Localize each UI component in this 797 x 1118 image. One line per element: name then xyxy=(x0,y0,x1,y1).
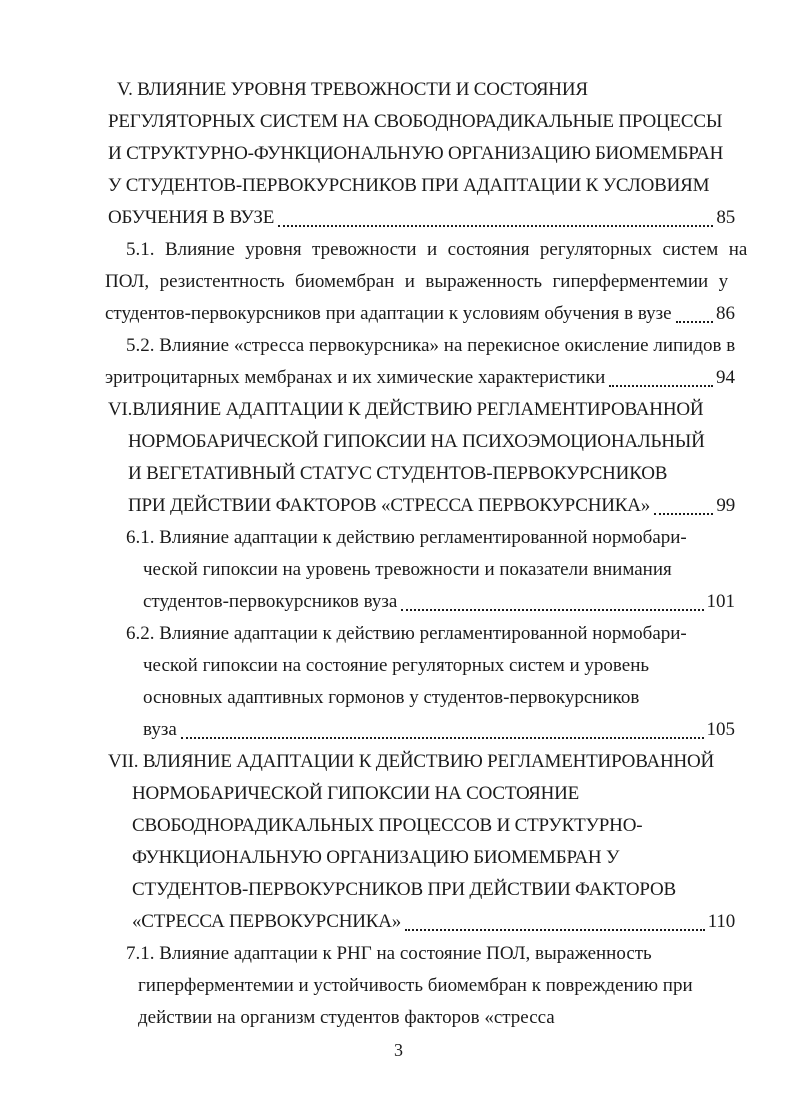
leader-dots xyxy=(405,929,705,931)
toc-chapter-line: VI.ВЛИЯНИЕ АДАПТАЦИИ К ДЕЙСТВИЮ РЕГЛАМЕНТИРОВАННОЙ xyxy=(108,399,704,420)
toc-subsection-line: 7.1. Влияние адаптации к РНГ на состояние ПОЛ, выраженность xyxy=(126,943,652,964)
toc-chapter-line xyxy=(105,906,735,938)
toc-page-number: 101 xyxy=(706,591,735,612)
toc-subsection-line: ПОЛ, резистентность биомембран и выраженность гиперферментемии у xyxy=(105,271,729,292)
toc-chapter-line xyxy=(105,202,735,234)
toc-subsection-line: ческой гипоксии на уровень тревожности и показатели внимания xyxy=(143,559,672,580)
toc-chapter-line: V. ВЛИЯНИЕ УРОВНЯ ТРЕВОЖНОСТИ И СОСТОЯНИЯ xyxy=(117,79,588,100)
toc-line-text: эритроцитарных мембранах и их химические характеристики xyxy=(105,367,606,388)
toc-chapter-line: У СТУДЕНТОВ-ПЕРВОКУРСНИКОВ ПРИ АДАПТАЦИИ К УСЛОВИЯМ xyxy=(108,175,710,196)
toc-page-number: 105 xyxy=(706,719,735,740)
toc-chapter-line: VII. ВЛИЯНИЕ АДАПТАЦИИ К ДЕЙСТВИЮ РЕГЛАМЕНТИРОВАННОЙ xyxy=(108,751,715,772)
toc-line-text: студентов-первокурсников при адаптации к условиям обучения в вузе xyxy=(105,303,672,324)
page-footer-number: 3 xyxy=(394,1040,403,1060)
toc-line-text: ОБУЧЕНИЯ В ВУЗЕ xyxy=(108,207,275,228)
toc-page-number: 94 xyxy=(716,367,735,388)
toc-chapter-line: СТУДЕНТОВ-ПЕРВОКУРСНИКОВ ПРИ ДЕЙСТВИИ ФАКТОРОВ xyxy=(132,879,676,900)
leader-dots xyxy=(654,513,713,515)
toc-page-number: 85 xyxy=(716,207,735,228)
toc-chapter-line: НОРМОБАРИЧЕСКОЙ ГИПОКСИИ НА ПСИХОЭМОЦИОНАЛЬНЫЙ xyxy=(128,431,705,452)
toc-chapter-line: ФУНКЦИОНАЛЬНУЮ ОРГАНИЗАЦИЮ БИОМЕМБРАН У xyxy=(132,847,620,868)
toc-page-number: 99 xyxy=(716,495,735,516)
toc-chapter-line: И СТРУКТУРНО-ФУНКЦИОНАЛЬНУЮ ОРГАНИЗАЦИЮ БИОМЕМБРАН xyxy=(108,143,724,164)
leader-dots xyxy=(401,609,703,611)
toc-line-text: студентов-первокурсников вуза xyxy=(143,591,398,612)
toc-line-text: вуза xyxy=(143,719,177,740)
toc-page-number: 110 xyxy=(707,911,735,932)
toc-chapter-line: И ВЕГЕТАТИВНЫЙ СТАТУС СТУДЕНТОВ-ПЕРВОКУРСНИКОВ xyxy=(128,463,668,484)
leader-dots xyxy=(181,737,704,739)
toc-chapter-line xyxy=(105,490,735,522)
toc-chapter-line: НОРМОБАРИЧЕСКОЙ ГИПОКСИИ НА СОСТОЯНИЕ xyxy=(132,783,580,804)
toc-line-text: «СТРЕССА ПЕРВОКУРСНИКА» xyxy=(132,911,402,932)
leader-dots xyxy=(676,321,713,323)
toc-subsection-line: 6.1. Влияние адаптации к действию регламентированной нормобари- xyxy=(126,527,687,548)
toc-subsection-line xyxy=(105,362,735,394)
toc-subsection-line: основных адаптивных гормонов у студентов-первокурсников xyxy=(143,687,640,708)
toc-subsection-line: ческой гипоксии на состояние регуляторных систем и уровень xyxy=(143,655,650,676)
toc-subsection-line xyxy=(105,298,735,330)
toc-subsection-line: 5.2. Влияние «стресса первокурсника» на перекисное окисление липидов в xyxy=(126,335,736,356)
toc-chapter-line: СВОБОДНОРАДИКАЛЬНЫХ ПРОЦЕССОВ И СТРУКТУРНО- xyxy=(132,815,643,836)
toc-line-text: ПРИ ДЕЙСТВИИ ФАКТОРОВ «СТРЕССА ПЕРВОКУРСНИКА» xyxy=(128,495,651,516)
toc-subsection-line xyxy=(105,714,735,746)
toc-subsection-line: гиперферментемии и устойчивость биомембран к повреждению при xyxy=(138,975,693,996)
leader-dots xyxy=(278,225,713,227)
toc-subsection-line xyxy=(105,586,735,618)
toc-chapter-line: РЕГУЛЯТОРНЫХ СИСТЕМ НА СВОБОДНОРАДИКАЛЬНЫЕ ПРОЦЕССЫ xyxy=(108,111,723,132)
toc-subsection-line: действии на организм студентов факторов «стресса xyxy=(138,1007,555,1028)
toc-page-number: 86 xyxy=(716,303,735,324)
toc-content xyxy=(105,74,748,1034)
toc-subsection-line: 6.2. Влияние адаптации к действию регламентированной нормобари- xyxy=(126,623,687,644)
leader-dots xyxy=(609,385,713,387)
toc-subsection-line: 5.1. Влияние уровня тревожности и состояния регуляторных систем на xyxy=(126,239,748,260)
